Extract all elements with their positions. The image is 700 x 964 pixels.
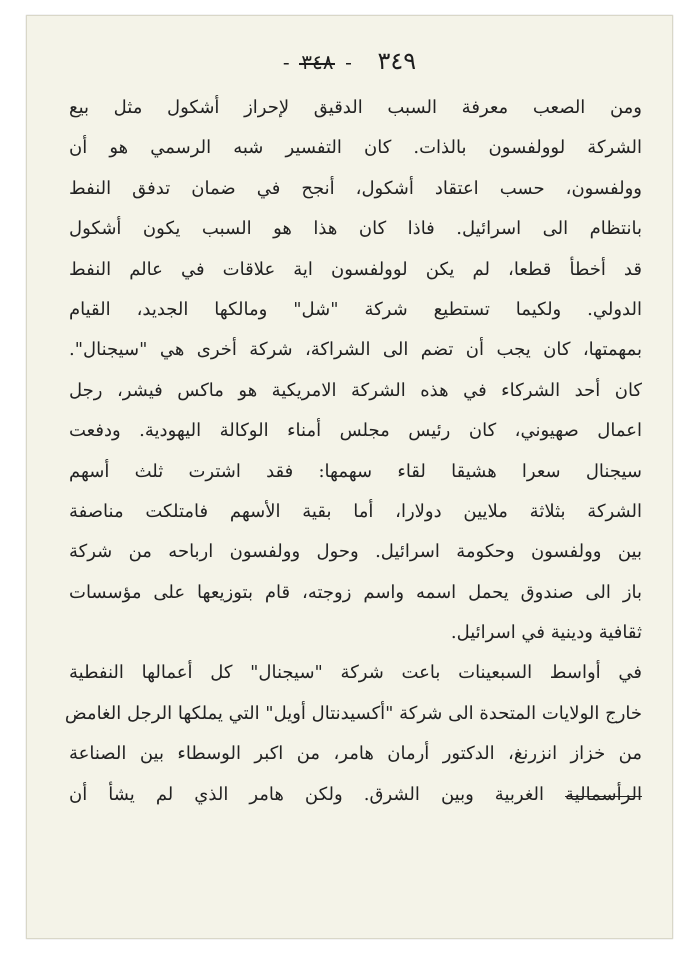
- text-line: الشركة بثلاثة ملايين دولارا، أما بقية الأسهم فامتلكت مناصفة: [69, 500, 642, 522]
- text-line: اعمال صهيوني، كان رئيس مجلس أمناء الوكالة اليهودية. ودفعت: [69, 420, 642, 442]
- text-line: بين وولفسون وحكومة اسرائيل. وحول وولفسون ارباحه من شركة: [69, 541, 642, 563]
- text-line: بمهمتها، كان يجب أن تضم الى الشراكة، شركة أخرى هي "سيجنال".: [69, 339, 642, 361]
- text-line: باز الى صندوق يحمل اسمه واسم زوجته، قام بتوزيعها على مؤسسات: [69, 581, 642, 603]
- text-line-last: [69, 775, 642, 815]
- struck-page-number: ٣٤٨: [301, 47, 333, 77]
- page-header: [27, 46, 672, 77]
- text-line: سيجنال سعرا هشيقا لقاء سهمها: فقد اشترت ثلث أسهم: [69, 460, 642, 482]
- text-line: في أواسط السبعينات باعت شركة "سيجنال" كل أعمالها النفطية: [69, 662, 642, 684]
- text-line: قد أخطأ قطعا، لم يكن لوولفسون اية علاقات في عالم النفط: [69, 258, 642, 280]
- page-number: ٣٤٩: [377, 47, 417, 75]
- manuscript-page: [26, 15, 673, 939]
- header-dash: -: [282, 50, 290, 74]
- text-line: وولفسون، حسب اعتقاد أشكول، أنجح في ضمان تدفق النفط: [69, 177, 642, 199]
- text-line: خارج الولايات المتحدة الى شركة "أكسيدنتال أويل" التي يملكها الرجل الغامض: [64, 702, 642, 724]
- header-dash: -: [345, 50, 352, 74]
- text-line-rest: الغربية وبين الشرق. ولكن هامر الذي لم يشأ أن: [69, 783, 544, 805]
- text-line: ومن الصعب معرفة السبب الدقيق لإحراز أشكول مثل بيع: [69, 97, 642, 118]
- text-line: الشركة لوولفسون بالذات. كان التفسير شبه الرسمي هو أن: [69, 137, 642, 159]
- handwritten-text: [64, 88, 642, 815]
- text-line: بانتظام الى اسرائيل. فاذا كان هذا هو السبب يكون أشكول: [69, 218, 642, 240]
- text-line: كان أحد الشركاء في هذه الشركة الامريكية هو ماكس فيشر، رجل: [69, 379, 642, 401]
- text-line: ثقافية ودينية في اسرائيل.: [450, 622, 642, 644]
- text-line: من خزاز انزرنغ، الدكتور أرمان هامر، من اكبر الوسطاء بين الصناعة: [69, 743, 642, 765]
- struck-word: الرأسمالية: [565, 775, 642, 815]
- text-line: الدولي. ولكيما تستطيع شركة "شل" ومالكها الجديد، القيام: [69, 298, 642, 320]
